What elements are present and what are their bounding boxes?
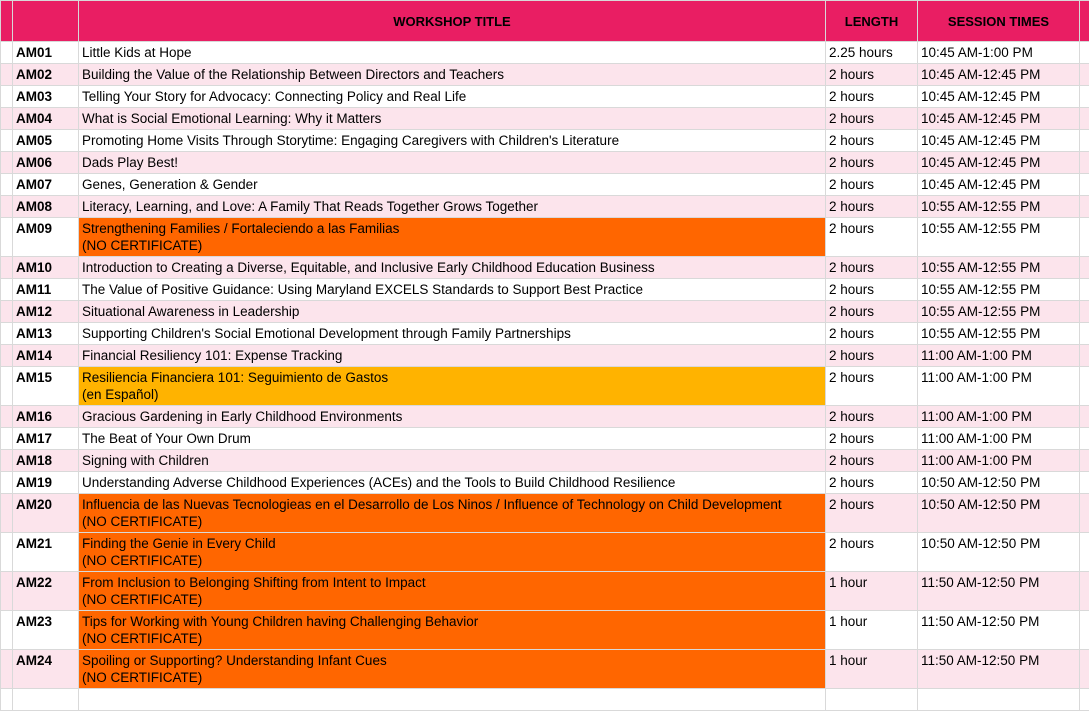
workshop-title[interactable]: Telling Your Story for Advocacy: Connecting Policy and Real Life xyxy=(79,86,826,108)
workshop-length[interactable]: 2 hours xyxy=(826,406,918,428)
workshop-note: (NO CERTIFICATE) xyxy=(82,552,825,569)
workshop-title[interactable]: Gracious Gardening in Early Childhood Environments xyxy=(79,406,826,428)
workshop-title: Strengthening Families / Fortaleciendo a las Familias xyxy=(82,220,825,237)
empty-cell[interactable] xyxy=(1080,86,1089,108)
workshop-code[interactable]: AM03 xyxy=(13,86,79,108)
row-gutter xyxy=(1,42,13,64)
workshop-title-highlighted[interactable] xyxy=(79,367,826,406)
session-time[interactable]: 10:55 AM-12:55 PM xyxy=(918,218,1080,257)
workshop-length[interactable]: 2 hours xyxy=(826,533,918,572)
session-time[interactable]: 10:45 AM-12:45 PM xyxy=(918,86,1080,108)
workshop-title: Finding the Genie in Every Child xyxy=(82,535,825,552)
workshop-length[interactable]: 2 hours xyxy=(826,108,918,130)
row-gutter xyxy=(1,64,13,86)
empty-cell[interactable] xyxy=(1080,152,1089,174)
empty-cell[interactable] xyxy=(1080,218,1089,257)
row-gutter xyxy=(1,130,13,152)
workshop-length[interactable]: 2.25 hours xyxy=(826,42,918,64)
workshop-length[interactable]: 2 hours xyxy=(826,323,918,345)
workshop-note: (NO CERTIFICATE) xyxy=(82,513,825,530)
session-time[interactable]: 11:00 AM-1:00 PM xyxy=(918,367,1080,406)
table-row xyxy=(1,367,1089,406)
session-time[interactable]: 10:55 AM-12:55 PM xyxy=(918,301,1080,323)
table-row xyxy=(1,174,1089,196)
table-row xyxy=(1,572,1089,611)
workshop-length[interactable]: 1 hour xyxy=(826,572,918,611)
session-time[interactable]: 11:00 AM-1:00 PM xyxy=(918,406,1080,428)
workshop-code[interactable]: AM11 xyxy=(13,279,79,301)
workshop-code[interactable]: AM02 xyxy=(13,64,79,86)
workshop-code[interactable]: AM22 xyxy=(13,572,79,611)
table-row xyxy=(1,494,1089,533)
workshop-title[interactable]: Literacy, Learning, and Love: A Family That Reads Together Grows Together xyxy=(79,196,826,218)
empty-cell[interactable] xyxy=(13,689,79,711)
workshop-length[interactable]: 2 hours xyxy=(826,218,918,257)
workshop-code[interactable]: AM09 xyxy=(13,218,79,257)
workshop-code[interactable]: AM10 xyxy=(13,257,79,279)
row-gutter xyxy=(1,86,13,108)
empty-cell[interactable] xyxy=(1080,257,1089,279)
workshop-note: (NO CERTIFICATE) xyxy=(82,237,825,254)
workshop-title[interactable]: Genes, Generation & Gender xyxy=(79,174,826,196)
workshop-title-highlighted[interactable] xyxy=(79,533,826,572)
empty-cell[interactable] xyxy=(1080,428,1089,450)
workshop-title: From Inclusion to Belonging Shifting from Intent to Impact xyxy=(82,574,825,591)
empty-cell[interactable] xyxy=(826,689,918,711)
workshop-code[interactable]: AM21 xyxy=(13,533,79,572)
session-time[interactable]: 10:45 AM-12:45 PM xyxy=(918,130,1080,152)
session-time[interactable]: 10:55 AM-12:55 PM xyxy=(918,323,1080,345)
row-gutter xyxy=(1,174,13,196)
row-gutter xyxy=(1,345,13,367)
workshop-length[interactable]: 2 hours xyxy=(826,86,918,108)
empty-cell[interactable] xyxy=(1080,64,1089,86)
empty-cell[interactable] xyxy=(1080,650,1089,689)
table-row xyxy=(1,345,1089,367)
workshop-code[interactable]: AM15 xyxy=(13,367,79,406)
session-time[interactable]: 10:50 AM-12:50 PM xyxy=(918,533,1080,572)
table-row xyxy=(1,130,1089,152)
workshop-title: Influencia de las Nuevas Tecnologieas en el Desarrollo de Los Ninos / Influence of Technology on Child Development xyxy=(82,496,825,513)
empty-cell[interactable] xyxy=(1080,367,1089,406)
session-time[interactable]: 10:45 AM-12:45 PM xyxy=(918,174,1080,196)
workshop-length[interactable]: 2 hours xyxy=(826,345,918,367)
workshop-note: (NO CERTIFICATE) xyxy=(82,591,825,608)
workshop-code[interactable]: AM24 xyxy=(13,650,79,689)
header-gutter xyxy=(1,1,13,42)
workshop-length[interactable]: 2 hours xyxy=(826,174,918,196)
workshop-length[interactable]: 2 hours xyxy=(826,279,918,301)
workshop-code[interactable]: AM12 xyxy=(13,301,79,323)
workshop-length[interactable]: 2 hours xyxy=(826,428,918,450)
workshop-code[interactable]: AM18 xyxy=(13,450,79,472)
row-gutter xyxy=(1,323,13,345)
header-session-times[interactable]: SESSION TIMES xyxy=(918,1,1080,42)
table-row xyxy=(1,86,1089,108)
workshop-length[interactable]: 2 hours xyxy=(826,301,918,323)
workshop-title-highlighted[interactable] xyxy=(79,218,826,257)
session-time[interactable]: 10:55 AM-12:55 PM xyxy=(918,279,1080,301)
row-gutter xyxy=(1,108,13,130)
workshop-title-highlighted[interactable] xyxy=(79,650,826,689)
table-row xyxy=(1,64,1089,86)
row-gutter xyxy=(1,152,13,174)
workshop-length[interactable]: 2 hours xyxy=(826,472,918,494)
workshop-title[interactable]: Understanding Adverse Childhood Experiences (ACEs) and the Tools to Build Childhood Resilience xyxy=(79,472,826,494)
row-gutter xyxy=(1,572,13,611)
workshop-length[interactable]: 2 hours xyxy=(826,152,918,174)
table-row xyxy=(1,323,1089,345)
row-gutter xyxy=(1,196,13,218)
workshop-length[interactable]: 2 hours xyxy=(826,64,918,86)
row-gutter xyxy=(1,218,13,257)
row-gutter xyxy=(1,689,13,711)
session-time[interactable]: 10:45 AM-12:45 PM xyxy=(918,64,1080,86)
empty-cell[interactable] xyxy=(1080,196,1089,218)
row-gutter xyxy=(1,472,13,494)
empty-cell[interactable] xyxy=(1080,611,1089,650)
workshop-title[interactable]: The Value of Positive Guidance: Using Maryland EXCELS Standards to Support Best Practice xyxy=(79,279,826,301)
workshop-title-highlighted[interactable] xyxy=(79,572,826,611)
table-row xyxy=(1,611,1089,650)
workshop-title-highlighted[interactable] xyxy=(79,494,826,533)
workshop-title[interactable]: Building the Value of the Relationship Between Directors and Teachers xyxy=(79,64,826,86)
table-row xyxy=(1,406,1089,428)
workshop-length[interactable]: 2 hours xyxy=(826,450,918,472)
workshop-title: Spoiling or Supporting? Understanding Infant Cues xyxy=(82,652,825,669)
session-time[interactable]: 11:50 AM-12:50 PM xyxy=(918,611,1080,650)
table-row xyxy=(1,152,1089,174)
workshop-code[interactable]: AM13 xyxy=(13,323,79,345)
workshop-length[interactable]: 2 hours xyxy=(826,257,918,279)
empty-cell[interactable] xyxy=(1080,42,1089,64)
workshop-code[interactable]: AM05 xyxy=(13,130,79,152)
table-row xyxy=(1,650,1089,689)
table-row xyxy=(1,218,1089,257)
empty-cell[interactable] xyxy=(1080,323,1089,345)
row-gutter xyxy=(1,301,13,323)
empty-cell[interactable] xyxy=(1080,572,1089,611)
empty-cell[interactable] xyxy=(1080,450,1089,472)
session-time[interactable]: 10:50 AM-12:50 PM xyxy=(918,494,1080,533)
session-time[interactable]: 10:50 AM-12:50 PM xyxy=(918,472,1080,494)
session-time[interactable]: 10:45 AM-12:45 PM xyxy=(918,108,1080,130)
workshop-code[interactable]: AM08 xyxy=(13,196,79,218)
row-gutter xyxy=(1,611,13,650)
table-row xyxy=(1,257,1089,279)
empty-cell[interactable] xyxy=(1080,174,1089,196)
workshop-title[interactable]: Supporting Children's Social Emotional Development through Family Partnerships xyxy=(79,323,826,345)
workshop-length[interactable]: 2 hours xyxy=(826,367,918,406)
workshop-code[interactable]: AM16 xyxy=(13,406,79,428)
workshop-title[interactable]: Signing with Children xyxy=(79,450,826,472)
session-time[interactable]: 10:55 AM-12:55 PM xyxy=(918,196,1080,218)
workshop-code[interactable]: AM07 xyxy=(13,174,79,196)
workshop-title[interactable]: Little Kids at Hope xyxy=(79,42,826,64)
empty-cell[interactable] xyxy=(1080,130,1089,152)
table-row xyxy=(1,279,1089,301)
table-row xyxy=(1,108,1089,130)
empty-cell[interactable] xyxy=(1080,533,1089,572)
empty-cell[interactable] xyxy=(1080,108,1089,130)
header-workshop-title[interactable]: WORKSHOP TITLE xyxy=(79,1,826,42)
workshop-code[interactable]: AM14 xyxy=(13,345,79,367)
row-gutter xyxy=(1,406,13,428)
workshop-length[interactable]: 2 hours xyxy=(826,196,918,218)
workshop-length[interactable]: 2 hours xyxy=(826,494,918,533)
row-gutter xyxy=(1,428,13,450)
workshop-code[interactable]: AM01 xyxy=(13,42,79,64)
workshop-title[interactable]: Financial Resiliency 101: Expense Tracking xyxy=(79,345,826,367)
workshop-code[interactable]: AM17 xyxy=(13,428,79,450)
workshop-title[interactable]: The Beat of Your Own Drum xyxy=(79,428,826,450)
table-row xyxy=(1,450,1089,472)
workshop-title[interactable]: Situational Awareness in Leadership xyxy=(79,301,826,323)
workshop-title[interactable]: Introduction to Creating a Diverse, Equitable, and Inclusive Early Childhood Education Business xyxy=(79,257,826,279)
row-gutter xyxy=(1,367,13,406)
table-row xyxy=(1,428,1089,450)
row-gutter xyxy=(1,533,13,572)
workshop-code[interactable]: AM06 xyxy=(13,152,79,174)
empty-cell[interactable] xyxy=(79,689,826,711)
header-row xyxy=(1,1,1089,42)
row-gutter xyxy=(1,257,13,279)
workshop-code[interactable]: AM23 xyxy=(13,611,79,650)
row-gutter xyxy=(1,650,13,689)
workshop-note: (NO CERTIFICATE) xyxy=(82,630,825,647)
session-time[interactable]: 11:50 AM-12:50 PM xyxy=(918,572,1080,611)
table-row xyxy=(1,689,1089,711)
header-length[interactable]: LENGTH xyxy=(826,1,918,42)
empty-cell[interactable] xyxy=(918,689,1080,711)
session-time[interactable]: 11:00 AM-1:00 PM xyxy=(918,428,1080,450)
row-gutter xyxy=(1,494,13,533)
table-row xyxy=(1,42,1089,64)
workshop-note: (en Español) xyxy=(82,386,825,403)
table-row xyxy=(1,533,1089,572)
workshop-code[interactable]: AM20 xyxy=(13,494,79,533)
workshop-length[interactable]: 2 hours xyxy=(826,130,918,152)
empty-cell[interactable] xyxy=(1080,406,1089,428)
workshop-length[interactable]: 1 hour xyxy=(826,650,918,689)
workshop-title[interactable]: What is Social Emotional Learning: Why it Matters xyxy=(79,108,826,130)
table-row xyxy=(1,301,1089,323)
workshop-title: Resiliencia Financiera 101: Seguimiento de Gastos xyxy=(82,369,825,386)
table-row xyxy=(1,472,1089,494)
workshop-note: (NO CERTIFICATE) xyxy=(82,669,825,686)
empty-cell[interactable] xyxy=(1080,301,1089,323)
session-time[interactable]: 11:50 AM-12:50 PM xyxy=(918,650,1080,689)
session-time[interactable]: 11:00 AM-1:00 PM xyxy=(918,345,1080,367)
workshop-title: Tips for Working with Young Children having Challenging Behavior xyxy=(82,613,825,630)
table-row xyxy=(1,196,1089,218)
workshop-code[interactable]: AM19 xyxy=(13,472,79,494)
empty-cell[interactable] xyxy=(1080,689,1089,711)
empty-cell[interactable] xyxy=(1080,345,1089,367)
session-time[interactable]: 10:55 AM-12:55 PM xyxy=(918,257,1080,279)
session-time[interactable]: 10:45 AM-12:45 PM xyxy=(918,152,1080,174)
session-time[interactable]: 10:45 AM-1:00 PM xyxy=(918,42,1080,64)
row-gutter xyxy=(1,450,13,472)
workshop-length[interactable]: 1 hour xyxy=(826,611,918,650)
workshop-title[interactable]: Dads Play Best! xyxy=(79,152,826,174)
header-extra[interactable] xyxy=(1080,1,1089,42)
empty-cell[interactable] xyxy=(1080,279,1089,301)
workshop-title-highlighted[interactable] xyxy=(79,611,826,650)
session-time[interactable]: 11:00 AM-1:00 PM xyxy=(918,450,1080,472)
header-code[interactable] xyxy=(13,1,79,42)
workshop-code[interactable]: AM04 xyxy=(13,108,79,130)
empty-cell[interactable] xyxy=(1080,494,1089,533)
empty-cell[interactable] xyxy=(1080,472,1089,494)
workshop-title[interactable]: Promoting Home Visits Through Storytime: Engaging Caregivers with Children's Literature xyxy=(79,130,826,152)
row-gutter xyxy=(1,279,13,301)
